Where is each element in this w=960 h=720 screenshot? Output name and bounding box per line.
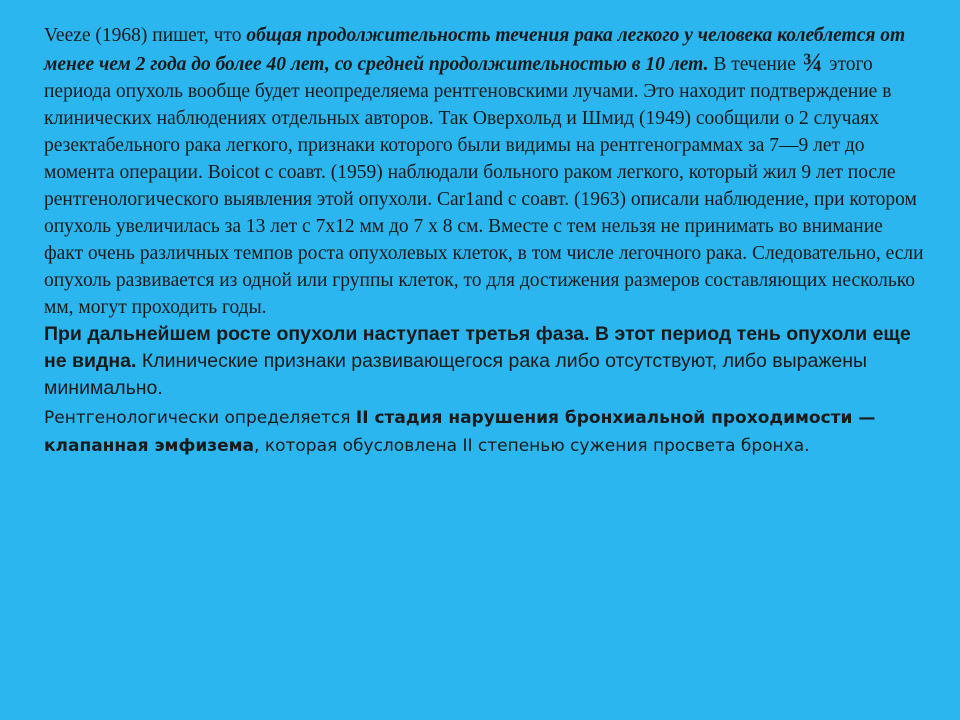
slide-content <box>44 22 924 460</box>
paragraph-stage-two <box>44 404 924 460</box>
paragraph-veeze <box>44 22 924 321</box>
text-stage-rest: , которая обусловлена II степенью сужения просвета бронха. <box>254 436 810 456</box>
fraction-three-quarters: ¾ <box>802 48 823 77</box>
text-stage-intro: Рентгенологически определяется <box>44 408 356 428</box>
text-continuation: В течение <box>708 54 801 75</box>
text-intro: Veeze (1968) пишет, что <box>44 25 247 46</box>
paragraph-third-phase <box>44 321 924 402</box>
text-body: этого периода опухоль вообще будет неопределяема рентгеновскими лучами. Это находит подтверждение в клинических наблюдениях отдельных авторов. Так Оверхольд и Шмид (1949) сообщили о 2 случаях резектабельного рака легкого, признаки которого были видимы на рентгенограммах за 7—9 лет до момента операции. Воicot с соавт. (1959) наблюдали больного раком легкого, который жил 9 лет после рентгенологического выявления этой опухоли. Car1and с соавт. (1963) описали наблюдение, при котором опухоль увеличилась за 13 лет с 7x12 мм до 7 x 8 см. Вместе с тем нельзя не принимать во внимание факт очень различных темпов роста опухолевых клеток, в том числе легочного рака. Следовательно, если опухоль развивается из одной или группы клеток, то для достижения размеров составляющих несколько мм, могут проходить годы. <box>44 54 924 318</box>
text-emphasis: общая продолжительность течения рака легкого у человека колеблется от менее чем 2 года до более 40 лет, со средней продолжительностью в 10 лет. <box>44 25 906 75</box>
text-third-phase: Клинические признаки развивающегося рака либо отсутствуют, либо выражены минимально. <box>44 350 868 399</box>
text-third-phase-bold: При дальнейшем росте опухоли наступает третья фаза. В этот период тень опухоли еще не видна. <box>44 323 911 372</box>
text-stage-bold: II стадия нарушения бронхиальной проходимости — клапанная эмфизема <box>44 408 876 456</box>
